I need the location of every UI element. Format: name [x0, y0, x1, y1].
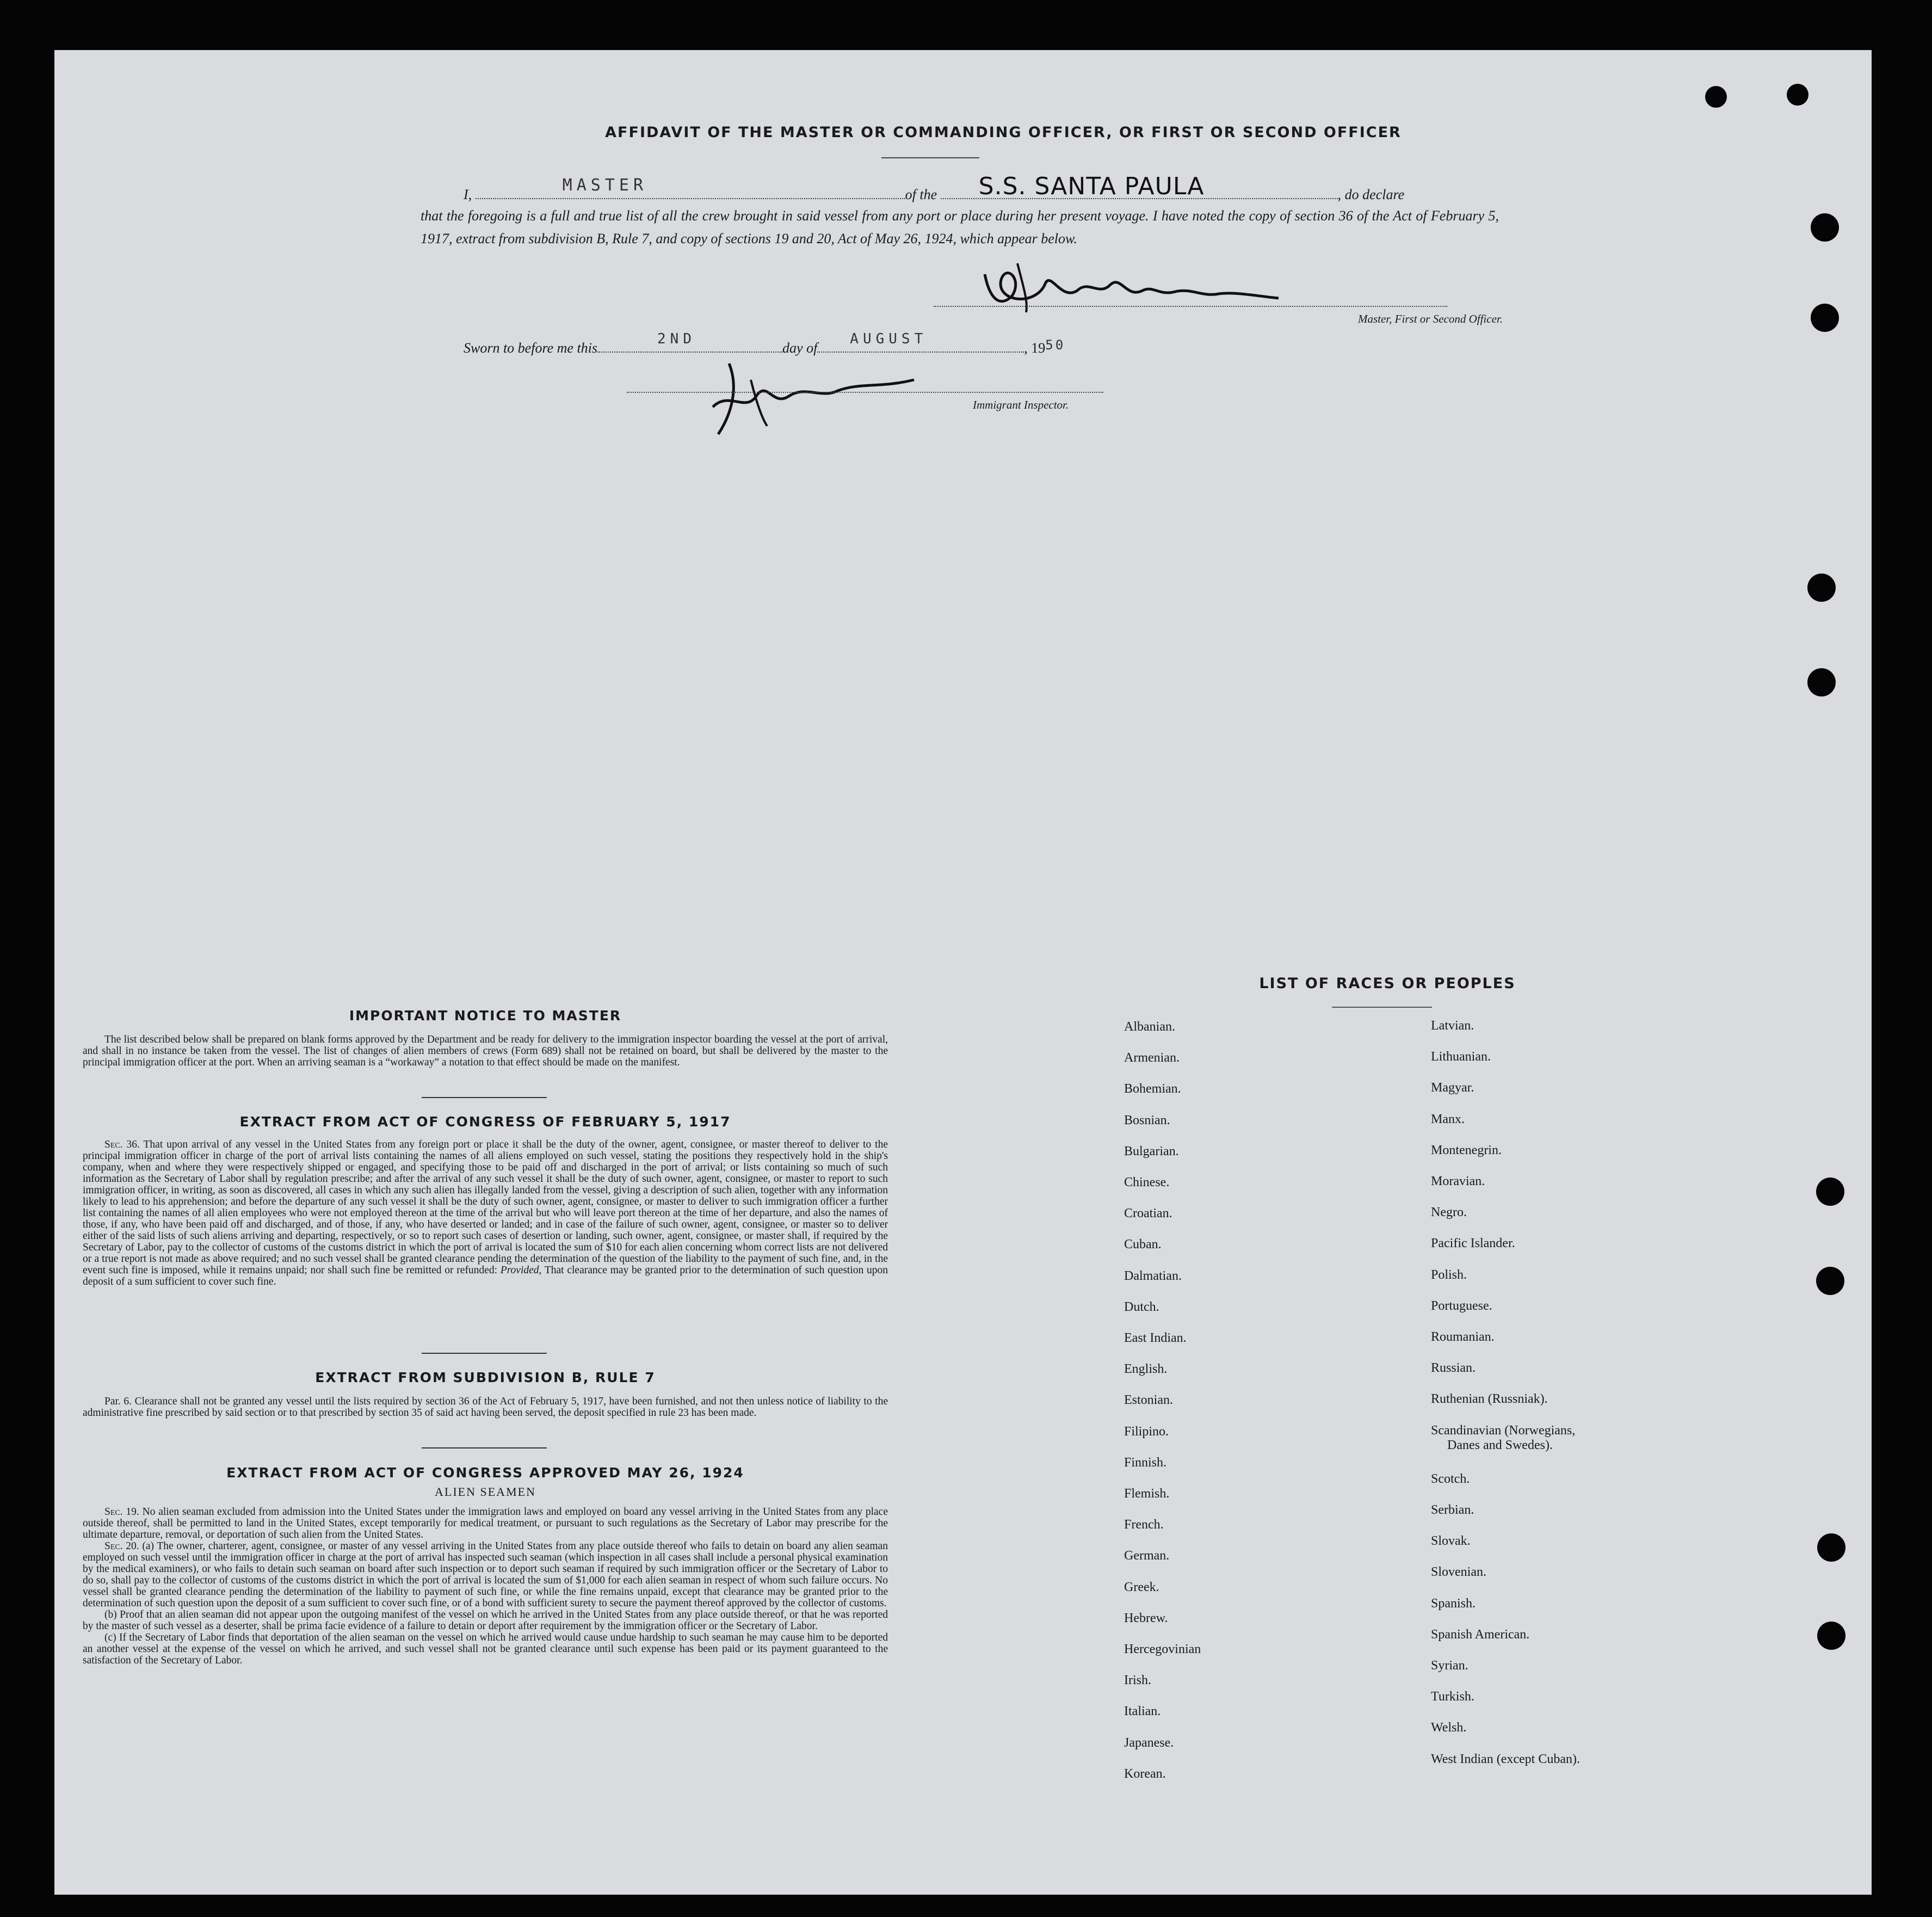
race-item: Lithuanian. [1431, 1050, 1491, 1064]
binder-hole [1817, 1622, 1845, 1650]
sworn-prefix: Sworn to before me this [464, 340, 598, 356]
sec-36-body: That upon arrival of any vessel in the United States from any foreign port or place it shall be the duty of the owner, agent, consignee, or master thereof to deliver to the principal immigration officer in charge of the port of arrival lists containing the names of all aliens employed on such vessel, stating the positions they respectively hold in the ship's company, when and where they were respectively shipped or engaged, and specifying those to be paid off and discharged in the port of arrival; or lists containing so much of such information as the Secretary of Labor shall by regulation prescribe; and after the arrival of any such vessel it shall be the duty of such owner, agent, consignee, or master to report to such immigration officer, in writing, as soon as discovered, all cases in which any such alien has illegally landed from the vessel, giving a description of such alien, together with any information likely to lead to his apprehension; and before the departure of any such vessel it shall be the duty of such owner, agent, consignee, or master to deliver to such immigration officer a further list containing the names of all alien employees who were not employed thereon at the time of the arrival but who will leave port thereon at the time of her departure, and also the names of those, if any, who have been paid off and discharged, and of those, if any, who have deserted or landed; and in case of the failure of such owner, agent, consignee, or master so to deliver either of the said lists of such aliens arriving and departing, respectively, or so to report such cases of desertion or landing, such owner, agent, consignee, or master shall, if required by the Secretary of Labor, pay to the collector of customs of the customs district in which the port of arrival is located the sum of $10 for each alien concerning whom correct lists are not delivered or a true report is not made as above required; and no such vessel shall be granted clearance pending the determination of the question of the liability to the payment of such fine, and, in the event such fine is imposed, while it remains unpaid; nor shall such fine be remitted or refunded: [83, 1139, 888, 1276]
officer-handwritten: MASTER [562, 176, 648, 195]
race-item: Scotch. [1431, 1471, 1470, 1486]
declaration-prefix: I, [464, 187, 472, 202]
binder-hole [1817, 1533, 1845, 1562]
declaration-suffix: , do declare [1337, 187, 1405, 202]
sec-20b-body: (b) Proof that an alien seaman did not appear upon the outgoing manifest of the vessel on which he arrived in the United States from any place outside thereof, or that he was reported by the master of such vessel as a deserter, shall be prima facie evidence of a failure to detain or deport after requirement by the immigration officer or the Secretary of Labor. [83, 1609, 888, 1632]
section-rule [422, 1097, 547, 1098]
binder-hole [1807, 574, 1836, 602]
race-item: Serbian. [1431, 1503, 1474, 1517]
vessel-field [941, 172, 1338, 200]
races-title-rule [1332, 1007, 1432, 1008]
document-page [54, 50, 1872, 1895]
race-item: Portuguese. [1431, 1298, 1492, 1313]
inspector-signature-line [627, 392, 1103, 393]
race-item: Hebrew. [1124, 1611, 1168, 1625]
sec-20c-body: (c) If the Secretary of Labor finds that deportation of the alien seaman on the vessel on which he arrived would cause undue hardship to such seaman he may cause him to be deported an another vessel at the expense of the vessel on which he arrived, and such vessel shall not be granted clearance until such expense has been paid or its payment guaranteed to the satisfaction of the Secretary of Labor. [83, 1632, 888, 1666]
race-item: Croatian. [1124, 1206, 1172, 1221]
section-rule [422, 1353, 547, 1354]
officer-field [476, 176, 905, 199]
race-item: Danes and Swedes). [1447, 1438, 1553, 1452]
race-item: Greek. [1124, 1580, 1159, 1594]
race-item: Negro. [1431, 1205, 1467, 1220]
sec-20-label: Sec. 20. [104, 1540, 139, 1552]
race-item: Turkish. [1431, 1690, 1474, 1704]
race-item: Spanish American. [1431, 1627, 1530, 1642]
declaration-body: that the foregoing is a full and true list of all the crew brought in said vessel from any port or place during her present voyage. I have noted the copy of section 36 of the Act of February 5, 1917, extract from subdivision B, Rule 7, and copy of sections 19 and 20, Act of May 26, 1924, which appear below. [421, 208, 1499, 246]
binder-hole [1807, 668, 1836, 696]
race-item: Korean. [1124, 1766, 1166, 1781]
race-item: Bosnian. [1124, 1113, 1170, 1127]
sworn-year-suffix: 50 [1045, 337, 1066, 353]
inspector-caption: Immigrant Inspector. [973, 398, 1069, 411]
race-item: Dutch. [1124, 1299, 1159, 1314]
binder-hole [1816, 1178, 1844, 1206]
race-item: Moravian. [1431, 1174, 1485, 1188]
race-item: Irish. [1124, 1673, 1151, 1688]
master-signature-caption: Master, First or Second Officer. [1358, 312, 1503, 325]
race-item: Japanese. [1124, 1735, 1174, 1750]
extract-1924-text [83, 1506, 888, 1666]
race-item: Dalmatian. [1124, 1268, 1182, 1283]
race-item: Montenegrin. [1431, 1143, 1502, 1157]
race-item: Cuban. [1124, 1237, 1162, 1252]
declaration-mid: of the [905, 187, 937, 202]
extract-1917-title: EXTRACT FROM ACT OF CONGRESS OF FEBRUARY 5, 1917 [239, 1114, 731, 1130]
sec-19-body: No alien seaman excluded from admission into the United States under the immigration laws and employed on board any vessel arriving in the United States from any place outside thereof, shall be permitted to land in the United States, except temporarily for medical treatment, or pursuant to such regulations as the Secretary of Labor may prescribe for the ultimate departure, removal, or deportation of such alien from the United States. [83, 1506, 888, 1540]
sec-36-end: That clearance may be granted prior to the determination of such question upon deposit of a sum sufficient to cover such fine. [83, 1265, 888, 1287]
race-item: Russian. [1431, 1361, 1476, 1376]
section-rule [422, 1447, 547, 1448]
master-signature [974, 252, 1322, 318]
binder-hole [1811, 213, 1839, 242]
race-item: Scandinavian (Norwegians, [1431, 1423, 1576, 1438]
alien-seamen-subtitle: ALIEN SEAMEN [435, 1485, 536, 1499]
sworn-day: 2ND [657, 331, 696, 347]
race-item: Finnish. [1124, 1455, 1167, 1470]
race-item: Pacific Islander. [1431, 1236, 1515, 1251]
race-item: Welsh. [1431, 1721, 1467, 1735]
rule-7-text [83, 1396, 888, 1419]
race-item: Ruthenian (Russniak). [1431, 1392, 1548, 1407]
sec-36-label: Sec. 36. [104, 1139, 140, 1150]
binder-hole [1705, 86, 1727, 108]
rule-7-title: EXTRACT FROM SUBDIVISION B, RULE 7 [315, 1370, 656, 1385]
binder-hole [1811, 304, 1839, 332]
race-item: Flemish. [1124, 1487, 1170, 1501]
notice-paragraph: The list described below shall be prepared on blank forms approved by the Department and be ready for delivery to the immigration inspector boarding the vessel at the port of arrival, and shall in no instance be taken from the vessel. The list of changes of alien members of crews (Form 689) shall not be retained on board, but shall be delivered by the master to the principal immigration officer at the port. When an arriving seaman is a “workaway” a notation to that effect should be made on the manifest. [83, 1034, 888, 1068]
race-item: Albanian. [1124, 1020, 1175, 1034]
race-item: Bulgarian. [1124, 1144, 1179, 1158]
title-rule [881, 157, 979, 158]
race-item: Latvian. [1431, 1019, 1474, 1033]
race-item: Spanish. [1431, 1596, 1476, 1611]
races-title: LIST OF RACES OR PEOPLES [1259, 975, 1516, 992]
provided-word: Provided, [500, 1265, 542, 1276]
race-item: Italian. [1124, 1704, 1161, 1719]
master-signature-line [934, 306, 1447, 307]
sworn-month: AUGUST [850, 331, 928, 347]
race-item: Manx. [1431, 1112, 1465, 1126]
notice-text [83, 1034, 888, 1068]
race-item: Bohemian. [1124, 1082, 1181, 1096]
affidavit-title: AFFIDAVIT OF THE MASTER OR COMMANDING OFFICER, OR FIRST OR SECOND OFFICER [605, 124, 1402, 141]
race-item: Slovak. [1431, 1534, 1471, 1549]
inspector-signature [696, 347, 947, 440]
declaration-line [464, 172, 1503, 206]
rule-7-paragraph: Par. 6. Clearance shall not be granted any vessel until the lists required by section 36 of the Act of February 5, 1917, have been furnished, and not then unless notice of liability to the administrative fine prescribed by said section or to that prescribed by section 35 of said act having been served, the deposit specified in rule 23 has been made. [83, 1396, 888, 1419]
binder-hole [1816, 1267, 1844, 1295]
race-item: East Indian. [1124, 1331, 1187, 1345]
notice-title: IMPORTANT NOTICE TO MASTER [349, 1008, 622, 1024]
binder-hole [1787, 84, 1808, 106]
race-item: Chinese. [1124, 1175, 1170, 1189]
extract-1917-text [83, 1139, 888, 1287]
extract-1924-title: EXTRACT FROM ACT OF CONGRESS APPROVED MAY 26, 1924 [226, 1465, 744, 1481]
sworn-mid: day of [782, 340, 818, 356]
sec-20a-body: (a) The owner, charterer, agent, consignee, or master of any vessel arriving in the United States from any place outside thereof who fails to detain on board any alien seaman employed on such vessel until the immigration officer in charge at the port of arrival has inspected such seaman (which inspection in all cases shall include a personal physical examination by the medical examiners), or who fails to detain such seaman on board after such inspection or to deport such seaman if required by such immigration officer or the Secretary of Labor to do so, shall pay to the collector of customs of the customs district in which the port of arrival is located the sum of $1,000 for each alien seaman in respect of whom such failure occurs. No vessel shall be granted clearance pending the determination of the liability to payment of such fine, or while the fine remains unpaid, except that clearance may be granted prior to the determination of such question upon the deposit of a sum sufficient to cover such fine, or of a bond with sufficient surety to secure the payment thereof approved by the collector of customs. [83, 1540, 888, 1609]
race-item: German. [1124, 1549, 1170, 1563]
sworn-year-prefix: , 19 [1024, 340, 1046, 356]
race-item: French. [1124, 1518, 1164, 1532]
race-item: English. [1124, 1362, 1168, 1377]
race-item: Magyar. [1431, 1081, 1474, 1095]
race-item: Slovenian. [1431, 1565, 1486, 1580]
race-item: Hercegovinian [1124, 1642, 1201, 1656]
race-item: Polish. [1431, 1267, 1467, 1282]
race-item: Filipino. [1124, 1424, 1169, 1439]
race-item: Roumanian. [1431, 1330, 1495, 1344]
race-item: Estonian. [1124, 1393, 1173, 1408]
vessel-name: S.S. SANTA PAULA [978, 172, 1205, 200]
sec-19-label: Sec. 19. [104, 1506, 139, 1518]
race-item: Syrian. [1431, 1659, 1468, 1673]
race-item: Armenian. [1124, 1051, 1180, 1065]
race-item: West Indian (except Cuban). [1431, 1752, 1580, 1766]
